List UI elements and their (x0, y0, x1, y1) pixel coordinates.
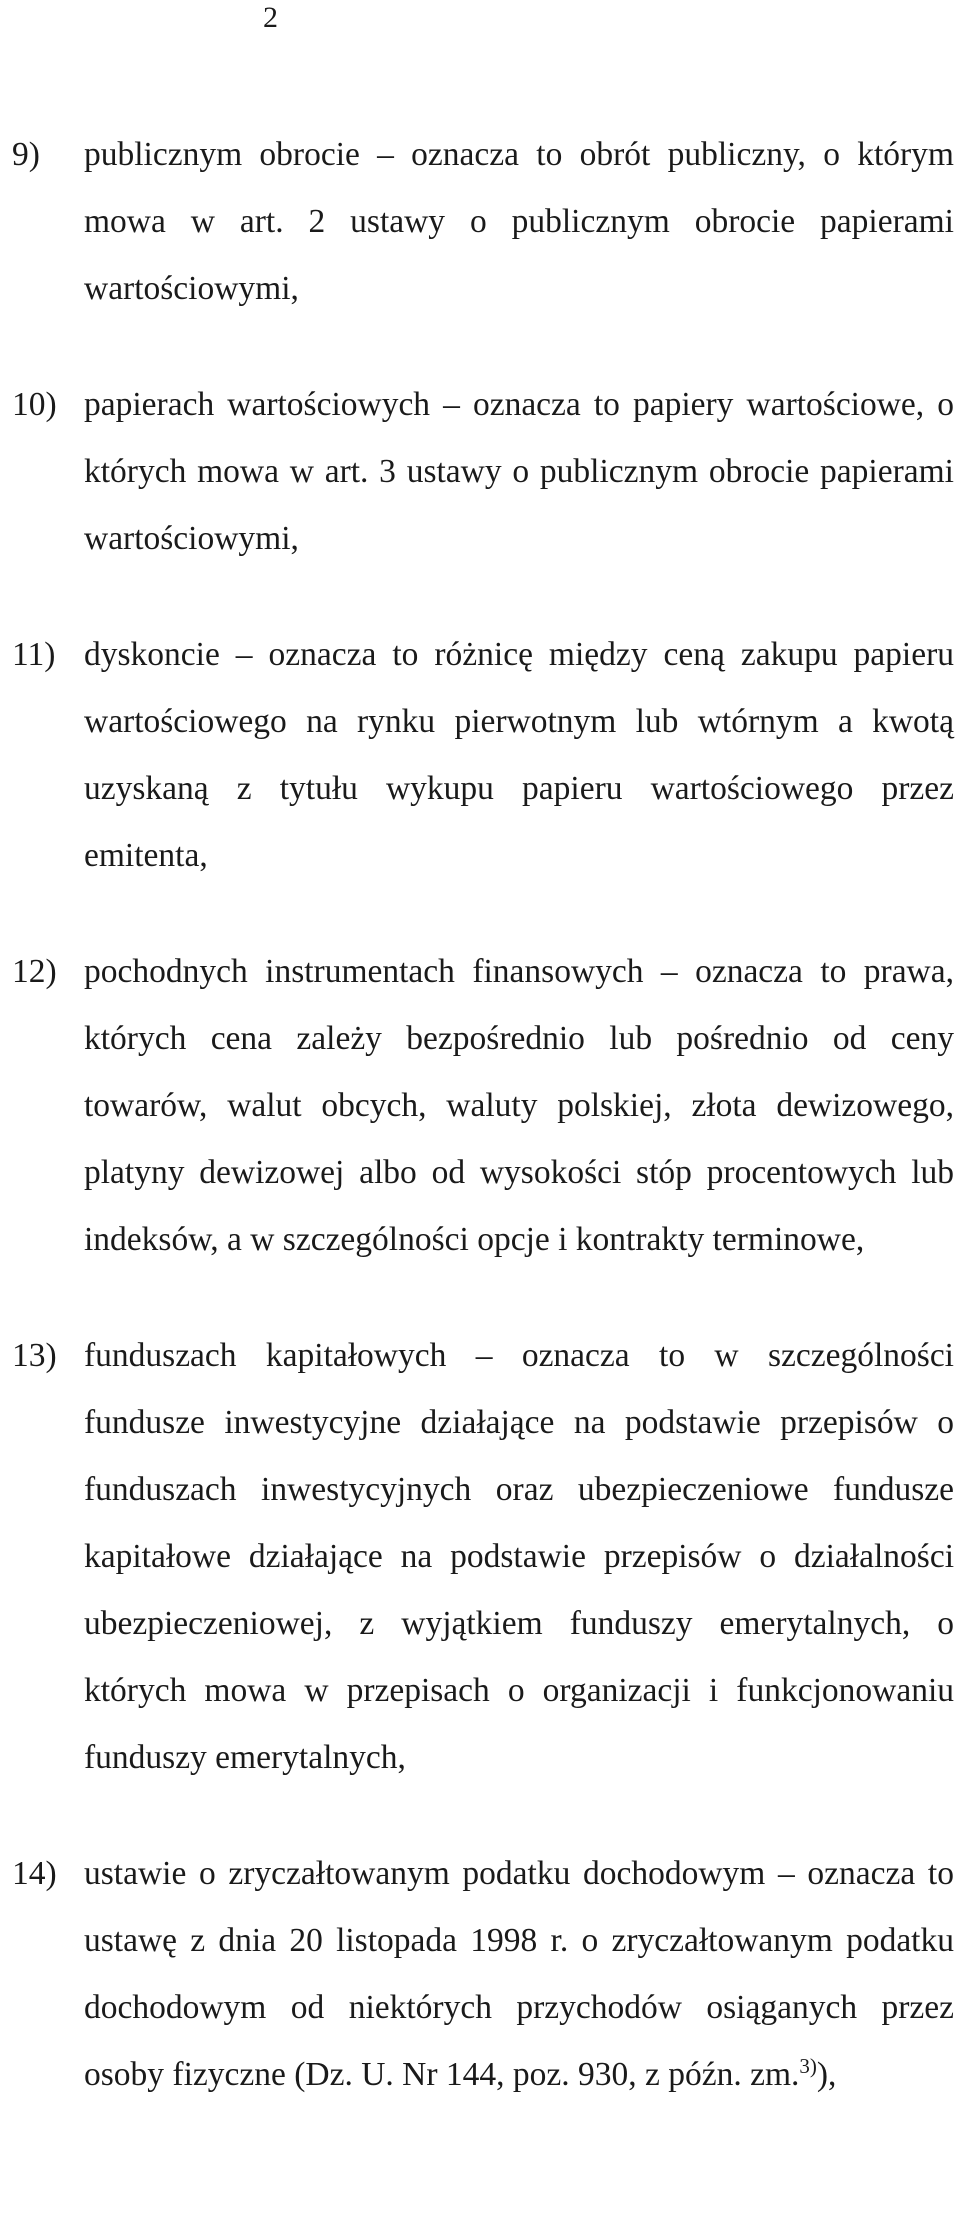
item-text-main: ustawie o zryczałtowanym podatku dochodowym – oznacza to ustawę z dnia 20 listopada 1998 r. o zryczałtowanym podatku dochodowym od niektórych przychodów osiąganych przez osoby fizyczne (Dz. U. Nr 144, poz. 930, z późn. zm. (84, 1855, 954, 2093)
page-number: 2 (263, 1, 278, 34)
item-text-suffix: ), (816, 2056, 837, 2093)
item-number: 10) (12, 386, 57, 423)
item-text: papierach wartościowych – oznacza to papiery wartościowe, o których mowa w art. 3 ustawy o publicznym obrocie papierami wartościowymi, (84, 386, 954, 557)
item-number: 14) (12, 1855, 57, 1892)
item-number: 11) (12, 636, 56, 673)
item-text: publicznym obrocie – oznacza to obrót publiczny, o którym mowa w art. 2 ustawy o publicznym obrocie papierami wartościowymi, (84, 136, 954, 307)
item-number: 13) (12, 1337, 57, 1374)
item-text: funduszach kapitałowych – oznacza to w szczególności fundusze inwestycyjne działające na podstawie przepisów o funduszach inwestycyjnych oraz ubezpieczeniowe fundusze kapitałowe działające na podstawie przepisów o działalności ubezpieczeniowej, z wyjątkiem funduszy emerytalnych, o których mowa w przepisach o organizacji i funkcjonowaniu funduszy emerytalnych, (84, 1337, 954, 1776)
definition-item-9 (0, 121, 954, 322)
definition-item-12 (0, 938, 954, 1273)
definition-list (0, 121, 960, 2157)
item-text: pochodnych instrumentach finansowych – oznacza to prawa, których cena zależy bezpośrednio lub pośrednio od ceny towarów, walut obcych, waluty polskiej, złota dewizowego, platyny dewizowej albo od wysokości stóp procentowych lub indeksów, a w szczególności opcje i kontrakty terminowe, (84, 953, 954, 1258)
definition-item-13 (0, 1322, 954, 1791)
definition-item-10 (0, 371, 954, 572)
definition-item-14 (0, 1840, 954, 2108)
item-number: 12) (12, 953, 57, 990)
footnote-marker: 3) (799, 2053, 817, 2078)
item-text: dyskoncie – oznacza to różnicę między ceną zakupu papieru wartościowego na rynku pierwotnym lub wtórnym a kwotą uzyskaną z tytułu wykupu papieru wartościowego przez emitenta, (84, 636, 954, 874)
definition-item-11 (0, 621, 954, 889)
item-number: 9) (12, 136, 40, 173)
item-text (84, 1840, 954, 2108)
